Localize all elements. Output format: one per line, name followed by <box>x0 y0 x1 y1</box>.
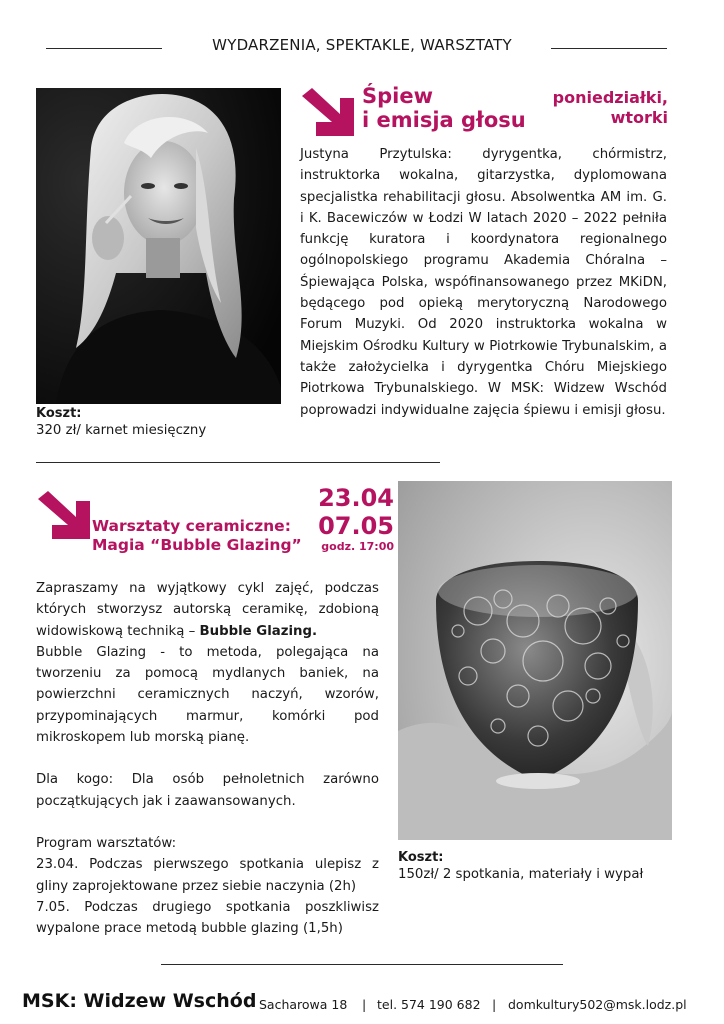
event2-intro-bold: Bubble Glazing. <box>199 623 318 639</box>
event2-intro-text: Zapraszamy na wyjątkowy cykl zajęć, podczas których stworzysz autorską ceramikę, zdobioną widowiskową techniką – <box>36 581 379 639</box>
event2-intro <box>36 578 379 642</box>
event2-program-item2: 7.05. Podczas drugiego spotkania poszkliwisz wypalone prace metodą bubble glazing (1,5h) <box>36 899 379 937</box>
event2-technique: Bubble Glazing - to metoda, polegająca na tworzeniu za pomocą mydlanych baniek, na powierzchni ceramicznych naczyń, wzorów, przypominających marmur, komórki pod mikroskopem lub morską pianę. <box>36 644 379 746</box>
event2-cost <box>398 850 643 883</box>
event2-cost-label: Koszt: <box>398 850 444 865</box>
event2-date1: 23.04 <box>318 484 394 512</box>
event2-audience: Dla kogo: Dla osób pełnoletnich zarówno początkujących jak i zaawansowanych. <box>36 772 379 809</box>
arrow-down-right-icon <box>36 489 92 541</box>
event1-cost <box>36 406 206 439</box>
event2-title-line1: Warsztaty ceramiczne: <box>92 517 291 535</box>
event2-program-label: Program warsztatów: <box>36 835 177 851</box>
event1-days-line1: poniedziałki, <box>552 88 668 107</box>
event1-cost-value: 320 zł/ karnet miesięczny <box>36 423 207 438</box>
footer-address: Sacharowa 18 <box>259 997 348 1012</box>
event2-program-item1: 23.04. Podczas pierwszego spotkania ulepisz z gliny zaprojektowane przez siebie naczynia (2h) <box>36 857 379 894</box>
event1-cost-label: Koszt: <box>36 406 82 421</box>
event1-description: Justyna Przytulska: dyrygentka, chórmistrz, instruktorka wokalna, gitarzystka, dyplomowana specjalistka rehabilitacji głosu. Absolwentka AM im. G. i K. Bacewiczów w Łodzi W latach 2020 – 2022 pełniła funkcję kuratora i koordynatora regionalnego ogólnopolskiego programu Akademia Chóralna – Śpiewająca Polska, wspófinansowanego przez MKiDN, będącego pod opieką merytoryczną Narodowego Forum Muzyki. Od 2020 instruktorka wokalna w Miejskim Ośrodku Kultury w Piotrkowie Trybunalskim, a także założycielka i dyrygentka Chóru Miejskiego Piotrkowa Trybunalskiego. W MSK: Widzew Wschód poprowadzi indywidualne zajęcia śpiewu i emisji głosu. <box>300 147 667 418</box>
header-rule-right <box>551 48 667 49</box>
event1-title-line1: Śpiew <box>362 84 433 108</box>
section-divider <box>36 462 440 463</box>
event2-title-line2: Magia “Bubble Glazing” <box>92 536 302 554</box>
footer-rule <box>161 964 563 965</box>
event1-title-line2: i emisja głosu <box>362 108 526 132</box>
ceramic-bowl-illustration <box>398 481 672 840</box>
portrait-illustration <box>36 88 281 404</box>
event2-body <box>36 578 379 939</box>
event1-title <box>362 84 526 132</box>
footer-logo: MSK: Widzew Wschód <box>22 990 257 1012</box>
event1-days <box>553 88 668 128</box>
footer-email: domkultury502@msk.lodz.pl <box>508 997 687 1012</box>
event1-days-line2: wtorki <box>610 108 668 127</box>
event2-cost-value: 150zł/ 2 spotkania, materiały i wypał <box>398 867 644 882</box>
footer-separator-2: | <box>492 997 497 1012</box>
page-header-title: WYDARZENIA, SPEKTAKLE, WARSZTATY <box>212 36 512 54</box>
arrow-down-right-icon <box>300 86 356 138</box>
event2-title <box>92 517 302 555</box>
footer-phone: tel. 574 190 682 <box>377 997 481 1012</box>
event2-dates <box>312 484 394 554</box>
footer-separator-1: | <box>362 997 367 1012</box>
event2-time: godz. 17:00 <box>321 540 394 553</box>
ceramic-bowl-photo <box>398 481 672 840</box>
portrait-photo <box>36 88 281 404</box>
event2-date2: 07.05 <box>318 512 394 540</box>
